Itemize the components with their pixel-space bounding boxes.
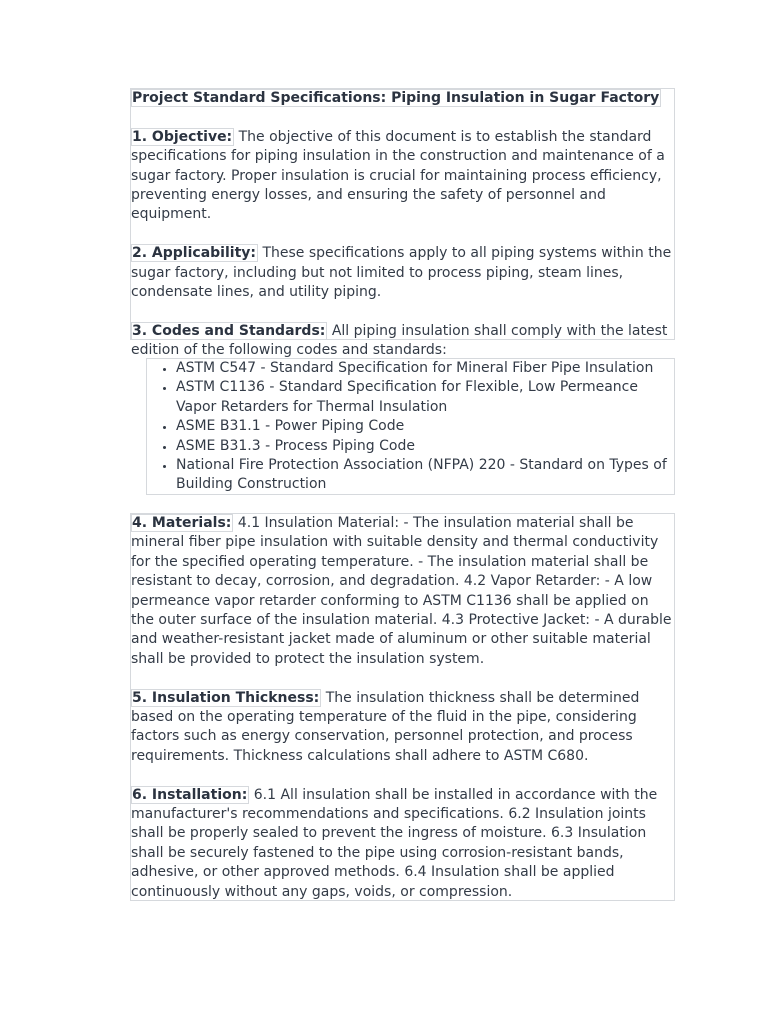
- list-item: • ASME B31.1 - Power Piping Code: [176, 417, 674, 436]
- list-item: • National Fire Protection Association (NFPA) 220 - Standard on Types of Building Construction: [176, 456, 674, 495]
- section-codes-standards: [131, 322, 674, 361]
- spacer: [131, 766, 674, 785]
- list-item: • ASME B31.3 - Process Piping Code: [176, 437, 674, 456]
- section-materials: [131, 514, 674, 669]
- list-item: • ASTM C547 - Standard Specification for Mineral Fiber Pipe Insulation: [176, 359, 674, 378]
- section-heading: 4. Materials:: [132, 515, 232, 531]
- section-installation: [131, 786, 674, 902]
- section-body: The insulation thickness shall be determined based on the operating temperature of the fluid in the pipe, considering factors such as energy conservation, personnel protection, and process requirements. Thickness calculations shall adhere to ASTM C680.: [131, 689, 640, 764]
- list-item: • ASTM C1136 - Standard Specification for Flexible, Low Permeance Vapor Retarders for Thermal Insulation: [176, 378, 674, 417]
- section-heading: 5. Insulation Thickness:: [132, 689, 320, 706]
- section-heading: 2. Applicability:: [132, 245, 256, 262]
- section-body: The objective of this document is to establish the standard specifications for piping insulation in the construction and maintenance of a sugar factory. Proper insulation is crucial for maintaining process efficiency, preventing energy losses, and ensuring the safety of personnel and equipment.: [131, 128, 665, 223]
- section-applicability: [131, 244, 674, 302]
- section-body: 6.1 All insulation shall be installed in accordance with the manufacturer's recommendations and specifications. 6.2 Insulation joints shall be properly sealed to prevent the ingress of moisture. 6.3 Insulation shall be securely fastened to the pipe using corrosion-resistant bands, adhesive, or other approved methods. 6.4 Insulation shall be applied continuously without any gaps, voids, or compression.: [131, 786, 658, 900]
- details-block: [130, 513, 675, 901]
- document-title: Project Standard Specifications: Piping Insulation in Sugar Factory: [132, 90, 660, 106]
- section-body: These specifications apply to all piping systems within the sugar factory, including but not limited to process piping, steam lines, condensate lines, and utility piping.: [131, 245, 672, 301]
- spacer: [131, 225, 674, 244]
- section-heading: 3. Codes and Standards:: [132, 322, 326, 339]
- section-heading: 1. Objective:: [132, 128, 233, 145]
- intro-block: [130, 88, 675, 359]
- document-title-line: [131, 89, 674, 108]
- section-heading: 6. Installation:: [132, 786, 248, 803]
- spacer: [131, 108, 674, 127]
- standards-list: [147, 359, 674, 495]
- section-objective: [131, 128, 674, 225]
- standards-list-block: [146, 358, 675, 495]
- section-body: 4.1 Insulation Material: - The insulation material shall be mineral fiber pipe insulation with suitable density and thermal conductivity for the specified operating temperature. - The insulation material shall be resistant to decay, corrosion, and degradation. 4.2 Vapor Retarder: - A low permeance vapor retarder conforming to ASTM C1136 shall be applied on the outer surface of the insulation material. 4.3 Protective Jacket: - A durable and weather-resistant jacket made of aluminum or other suitable material shall be provided to protect the insulation system.: [131, 515, 672, 667]
- section-insulation-thickness: [131, 689, 674, 767]
- spacer: [131, 302, 674, 321]
- section-body: All piping insulation shall comply with the latest edition of the following codes and standards:: [131, 322, 668, 359]
- spacer: [131, 669, 674, 688]
